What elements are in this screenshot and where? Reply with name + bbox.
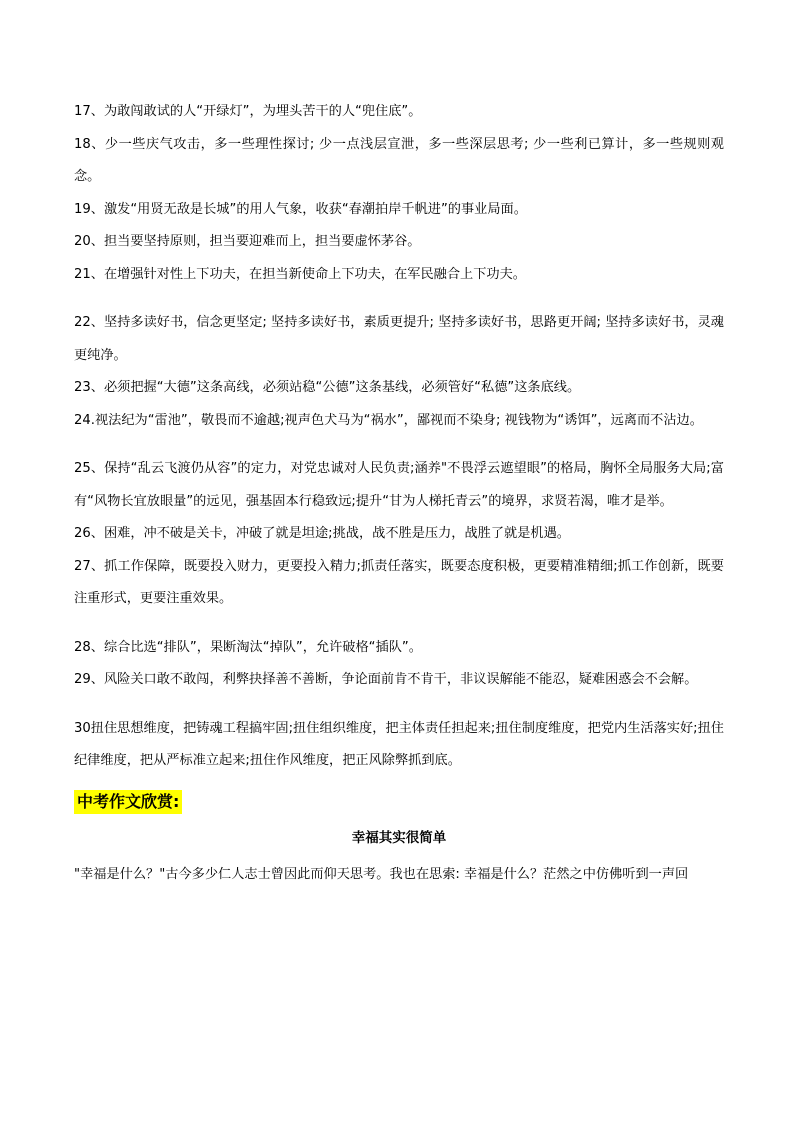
paragraph-gap [74, 697, 724, 713]
list-item: 19、激发“用贤无敌是长城”的用人气象，收获“春潮拍岸千帆进”的事业局面。 [74, 201, 527, 217]
list-item: 29、风险关口敢不敢闯，利弊抉择善不善断，争论面前肯不肯干，非议误解能不能忍，疑难困惑会不会解。 [74, 672, 698, 687]
list-item: 26、困难，冲不破是关卡，冲破了就是坦途;挑战，战不胜是压力，战胜了就是机遇。 [74, 526, 570, 541]
list-item: 23、必须把握“大德”这条高线，必须站稳“公德”这条基线，必须管好“私德”这条底线。 [74, 380, 581, 395]
section-heading: 中考作文欣赏: [74, 790, 182, 814]
document-page [74, 96, 724, 891]
list-item: 22、坚持多读好书，信念更坚定; 坚持多读好书，素质更提升; 坚持多读好书，思路更开阔; 坚持多读好书，灵魂更纯净。 [74, 315, 724, 363]
list-item: 24.视法纪为“雷池”，敬畏而不逾越;视声色犬马为“祸水”，鄙视而不染身; 视钱物为“诱饵”，远离而不沾边。 [74, 412, 703, 428]
list-item: 18、少一些庆气攻击，多一些理性探讨; 少一点浅层宣泄，多一些深层思考; 少一些利已算计，多一些规则观念。 [74, 136, 724, 184]
paragraph-gap [74, 616, 724, 632]
section-heading-wrapper [74, 790, 724, 815]
paragraph-gap [74, 437, 724, 453]
list-item: 17、为敢闯敢试的人“开绿灯”，为埋头苦干的人“兜住底”。 [74, 104, 422, 119]
paragraph-gap [74, 291, 724, 307]
list-item: 30扭住思想维度，把铸魂工程搞牢固;扭住组织维度，把主体责任担起来;扭住制度维度，把党内生活落实好;扭住纪律维度，把从严标准立起来;扭住作风维度，把正风除弊抓到底。 [74, 720, 724, 768]
essay-first-line: "幸福是什么？"古今多少仁人志士曾因此而仰天思考。我也在思索: 幸福是什么？茫然之中仿佛听到一声回 [74, 866, 689, 882]
list-item: 28、综合比选“排队”，果断淘汰“掉队”，允许破格“插队”。 [74, 639, 422, 655]
essay-title: 幸福其实很简单 [351, 829, 447, 846]
list-item: 27、抓工作保障，既要投入财力，更要投入精力;抓责任落实，既要态度积极，更要精准精细;抓工作创新，既要注重形式，更要注重效果。 [74, 558, 724, 606]
list-item: 20、担当要坚持原则，担当要迎难而上，担当要虚怀茅谷。 [74, 234, 421, 249]
list-item: 21、在增强针对性上下功夫，在担当新使命上下功夫，在军民融合上下功夫。 [74, 266, 526, 282]
list-item: 25、保持“乱云飞渡仍从容”的定力，对党忠诚对人民负责;涵养"不畏浮云遮望眼”的格局，胸怀全局服务大局;富有“风物长宜放眼量”的远见，强基固本行稳致远;提升“甘为人梯托青云”的境界，求贤若渴，唯才是举。 [74, 461, 724, 509]
